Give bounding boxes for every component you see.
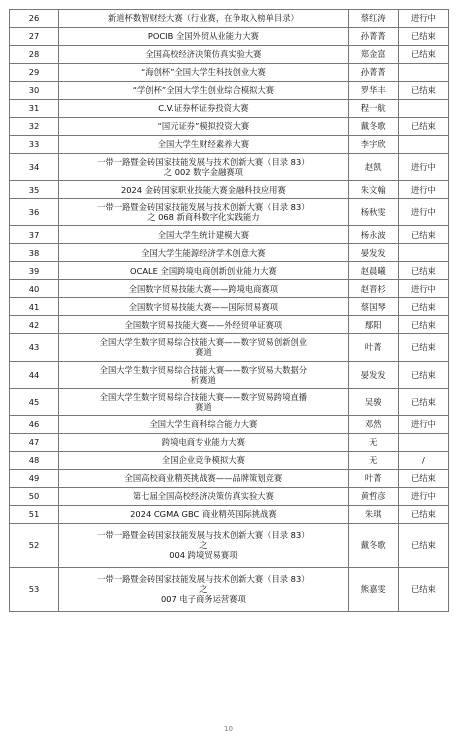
competition-name-cell: 跨境电商专业能力大赛	[59, 433, 349, 451]
contact-person-cell: 无	[348, 451, 398, 469]
contact-person-cell: 鄢阳	[348, 316, 398, 334]
row-number-cell: 26	[10, 10, 59, 28]
row-number-cell: 41	[10, 298, 59, 316]
status-cell: 进行中	[398, 280, 448, 298]
row-number-cell: 46	[10, 415, 59, 433]
competition-name-cell: 一带一路暨金砖国家技能发展与技术创新大赛（目录 83） 之 068 新商科数字化实践能力	[59, 199, 349, 226]
contact-person-cell: 李宇欣	[348, 136, 398, 154]
competition-name-cell: C.V.证券杯证券投资大赛	[59, 100, 349, 118]
status-cell: 已结束	[398, 46, 448, 64]
table-row	[10, 433, 449, 451]
competition-name-cell: “国元证券”模拟投资大赛	[59, 118, 349, 136]
contact-person-cell: 孙菁菁	[348, 64, 398, 82]
status-cell: 已结束	[398, 226, 448, 244]
competition-name-cell: “学创杯”全国大学生创业综合模拟大赛	[59, 82, 349, 100]
contact-person-cell: 罗华丰	[348, 82, 398, 100]
table-row	[10, 361, 449, 388]
status-cell: 已结束	[398, 361, 448, 388]
contact-person-cell: 蔡国琴	[348, 298, 398, 316]
competition-name-cell: “海创杯”全国大学生科技创业大赛	[59, 64, 349, 82]
row-number-cell: 44	[10, 361, 59, 388]
row-number-cell: 42	[10, 316, 59, 334]
table-row	[10, 10, 449, 28]
contact-person-cell: 熊嘉雯	[348, 567, 398, 611]
table-row	[10, 154, 449, 181]
row-number-cell: 37	[10, 226, 59, 244]
table-row	[10, 334, 449, 361]
status-cell	[398, 136, 448, 154]
contact-person-cell: 朱琪	[348, 505, 398, 523]
competition-name-cell: 全国大学生数字贸易综合技能大赛——数字贸易创新创业 赛道	[59, 334, 349, 361]
contact-person-cell: 戴冬歌	[348, 118, 398, 136]
status-cell: 已结束	[398, 523, 448, 567]
status-cell: 已结束	[398, 567, 448, 611]
status-cell	[398, 433, 448, 451]
row-number-cell: 39	[10, 262, 59, 280]
table-row	[10, 118, 449, 136]
status-cell: 进行中	[398, 487, 448, 505]
table-row	[10, 523, 449, 567]
contact-person-cell: 杨秋雯	[348, 199, 398, 226]
competition-name-cell: 全国大学生统计建模大赛	[59, 226, 349, 244]
row-number-cell: 51	[10, 505, 59, 523]
contact-person-cell: 朱文翰	[348, 181, 398, 199]
table-row	[10, 199, 449, 226]
contact-person-cell: 程一航	[348, 100, 398, 118]
status-cell: 进行中	[398, 10, 448, 28]
status-cell: 进行中	[398, 154, 448, 181]
contact-person-cell: 赵晨曦	[348, 262, 398, 280]
table-row	[10, 505, 449, 523]
table-row	[10, 388, 449, 415]
competition-name-cell: 全国高校商业精英挑战赛——品牌策划竞赛	[59, 469, 349, 487]
table-row	[10, 226, 449, 244]
competition-name-cell: 全国数字贸易技能大赛——外经贸单证赛项	[59, 316, 349, 334]
competition-name-cell: 第七届全国高校经济决策仿真实验大赛	[59, 487, 349, 505]
competition-table	[9, 9, 449, 612]
status-cell: 已结束	[398, 505, 448, 523]
contact-person-cell: 杨永波	[348, 226, 398, 244]
status-cell: 已结束	[398, 316, 448, 334]
row-number-cell: 47	[10, 433, 59, 451]
contact-person-cell: 晏发发	[348, 244, 398, 262]
competition-name-cell: 全国大学生商科综合能力大赛	[59, 415, 349, 433]
contact-person-cell: 晏发发	[348, 361, 398, 388]
status-cell: 已结束	[398, 334, 448, 361]
contact-person-cell: 戴冬歌	[348, 523, 398, 567]
table-row	[10, 136, 449, 154]
table-row	[10, 244, 449, 262]
table-row	[10, 46, 449, 64]
row-number-cell: 48	[10, 451, 59, 469]
contact-person-cell: 叶菁	[348, 334, 398, 361]
table-row	[10, 451, 449, 469]
row-number-cell: 43	[10, 334, 59, 361]
page-number: 10	[224, 725, 233, 733]
table-row	[10, 280, 449, 298]
competition-name-cell: 2024 CGMA GBC 商业精英国际挑战赛	[59, 505, 349, 523]
table-row	[10, 100, 449, 118]
competition-name-cell: 全国大学生财经素养大赛	[59, 136, 349, 154]
status-cell: 已结束	[398, 262, 448, 280]
table-row	[10, 28, 449, 46]
row-number-cell: 27	[10, 28, 59, 46]
contact-person-cell: 叶菁	[348, 469, 398, 487]
table-row	[10, 298, 449, 316]
contact-person-cell: 邓然	[348, 415, 398, 433]
row-number-cell: 33	[10, 136, 59, 154]
competition-name-cell: 一带一路暨金砖国家技能发展与技术创新大赛（目录 83） 之 004 跨境贸易赛项	[59, 523, 349, 567]
competition-name-cell: 全国企业竞争模拟大赛	[59, 451, 349, 469]
competition-name-cell: 全国数字贸易技能大赛——跨境电商赛项	[59, 280, 349, 298]
status-cell	[398, 64, 448, 82]
contact-person-cell: 无	[348, 433, 398, 451]
status-cell: 已结束	[398, 469, 448, 487]
status-cell	[398, 244, 448, 262]
competition-name-cell: 全国大学生数字贸易综合技能大赛——数字贸易跨境直播 赛道	[59, 388, 349, 415]
status-cell: 进行中	[398, 199, 448, 226]
row-number-cell: 28	[10, 46, 59, 64]
contact-person-cell: 赵晋杉	[348, 280, 398, 298]
contact-person-cell: 黄哲彦	[348, 487, 398, 505]
competition-name-cell: OCALE 全国跨境电商创新创业能力大赛	[59, 262, 349, 280]
status-cell: 已结束	[398, 298, 448, 316]
row-number-cell: 52	[10, 523, 59, 567]
competition-name-cell: 一带一路暨金砖国家技能发展与技术创新大赛（目录 83） 之 002 数字金融赛项	[59, 154, 349, 181]
status-cell	[398, 100, 448, 118]
row-number-cell: 29	[10, 64, 59, 82]
status-cell: 已结束	[398, 28, 448, 46]
row-number-cell: 34	[10, 154, 59, 181]
table-row	[10, 262, 449, 280]
status-cell: /	[398, 451, 448, 469]
status-cell: 进行中	[398, 415, 448, 433]
table-row	[10, 82, 449, 100]
table-row	[10, 567, 449, 611]
status-cell: 进行中	[398, 181, 448, 199]
status-cell: 已结束	[398, 388, 448, 415]
table-row	[10, 469, 449, 487]
table-row	[10, 64, 449, 82]
competition-name-cell: 2024 金砖国家职业技能大赛金融科技应用赛	[59, 181, 349, 199]
status-cell: 已结束	[398, 118, 448, 136]
row-number-cell: 53	[10, 567, 59, 611]
competition-name-cell: 全国大学生能源经济学术创意大赛	[59, 244, 349, 262]
table-row	[10, 181, 449, 199]
competition-name-cell: POCIB 全国外贸从业能力大赛	[59, 28, 349, 46]
row-number-cell: 31	[10, 100, 59, 118]
row-number-cell: 35	[10, 181, 59, 199]
table-row	[10, 316, 449, 334]
row-number-cell: 30	[10, 82, 59, 100]
contact-person-cell: 蔡红涛	[348, 10, 398, 28]
row-number-cell: 36	[10, 199, 59, 226]
row-number-cell: 38	[10, 244, 59, 262]
competition-name-cell: 一带一路暨金砖国家技能发展与技术创新大赛（目录 83） 之 007 电子商务运营赛项	[59, 567, 349, 611]
contact-person-cell: 赵凯	[348, 154, 398, 181]
competition-name-cell: 全国大学生数字贸易综合技能大赛——数字贸易大数据分 析赛道	[59, 361, 349, 388]
table-body	[10, 10, 449, 612]
row-number-cell: 32	[10, 118, 59, 136]
contact-person-cell: 孙菁菁	[348, 28, 398, 46]
competition-name-cell: 全国高校经济决策仿真实验大赛	[59, 46, 349, 64]
row-number-cell: 40	[10, 280, 59, 298]
row-number-cell: 50	[10, 487, 59, 505]
competition-name-cell: 新道杯数智财经大赛（行业赛，在争取入榜单目录）	[59, 10, 349, 28]
table-row	[10, 415, 449, 433]
row-number-cell: 49	[10, 469, 59, 487]
contact-person-cell: 郑金富	[348, 46, 398, 64]
row-number-cell: 45	[10, 388, 59, 415]
table-row	[10, 487, 449, 505]
contact-person-cell: 吴骏	[348, 388, 398, 415]
competition-name-cell: 全国数字贸易技能大赛——国际贸易赛项	[59, 298, 349, 316]
status-cell: 已结束	[398, 82, 448, 100]
